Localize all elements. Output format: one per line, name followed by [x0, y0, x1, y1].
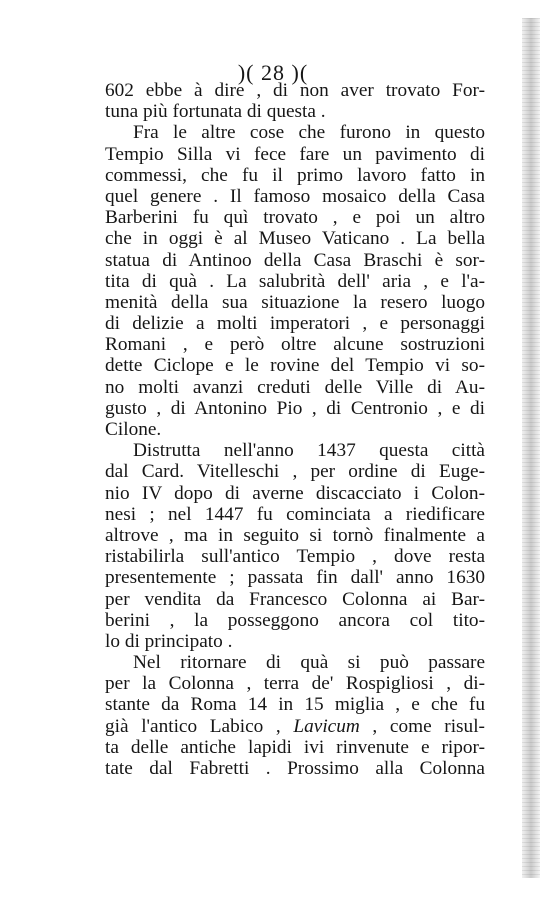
text-line: dal Card. Vitelleschi , per ordine di Euge-: [105, 461, 485, 483]
text-line: Cilone.: [105, 419, 162, 440]
text-line: altrove , ma in seguito si tornò finalmente a: [105, 524, 485, 546]
text-line: lo di principato .: [105, 630, 233, 652]
text-line: Nel ritornare di quà si può passare: [133, 652, 485, 674]
text-line: che in oggi è al Museo Vaticano . La bella: [105, 228, 485, 250]
text-line: già l'antico Labico , Lavicum , come risul-: [105, 715, 485, 737]
text-line: berini , la posseggono ancora col tito-: [105, 609, 485, 631]
text-line: quel genere . Il famoso mosaico della Casa: [105, 185, 485, 207]
text-line: tuna più fortunata di questa .: [105, 101, 326, 123]
text-line: presentemente ; passata fin dall' anno 1630: [105, 567, 485, 589]
body-text: [105, 80, 485, 779]
text-line: no molti avanzi creduti delle Ville di Au-: [105, 376, 485, 398]
text-line: per vendita da Francesco Colonna ai Bar-: [105, 588, 485, 610]
page-number-header: )( 28 )(: [237, 60, 309, 85]
text-line: dette Ciclope e le rovine del Tempio vi so-: [105, 355, 485, 377]
text-line: Romani , e però oltre alcune sostruzioni: [105, 334, 485, 356]
text-line: di delizie a molti imperatori , e personaggi: [105, 313, 485, 335]
italic-word: Lavicum: [293, 715, 360, 737]
text-line: stante da Roma 14 in 15 miglia , e che fu: [105, 694, 485, 716]
text-line: ristabilirla sull'antico Tempio , dove resta: [105, 546, 485, 568]
text-line: tita di quà . La salubrità dell' aria , e l'a-: [105, 270, 485, 292]
text-line: per la Colonna , terra de' Rospigliosi , di-: [105, 673, 485, 695]
page-edge-shadow: [522, 18, 540, 878]
text-line: nesi ; nel 1447 fu cominciata a riedificare: [105, 503, 485, 525]
text-line: statua di Antinoo della Casa Braschi è sor-: [105, 249, 485, 271]
text-line: ta delle antiche lapidi ivi rinvenute e ripor-: [105, 736, 485, 758]
text-line: tate dal Fabretti . Prossimo alla Colonna: [105, 758, 485, 779]
text-line: menità della sua situazione la resero luogo: [105, 291, 485, 313]
text-line: Fra le altre cose che furono in questo: [133, 122, 485, 144]
text-line: Distrutta nell'anno 1437 questa città: [133, 440, 485, 462]
text-line: 602 ebbe à dire , di non aver trovato For-: [105, 80, 485, 101]
text-line: Barberini fu quì trovato , e poi un altro: [105, 207, 485, 229]
text-line: gusto , di Antonino Pio , di Centronio , e di: [105, 397, 485, 419]
text-line: nio IV dopo di averne discacciato i Colon-: [105, 482, 485, 504]
text-line: Tempio Silla vi fece fare un pavimento di: [105, 143, 485, 165]
text-line: commessi, che fu il primo lavoro fatto in: [105, 164, 485, 186]
